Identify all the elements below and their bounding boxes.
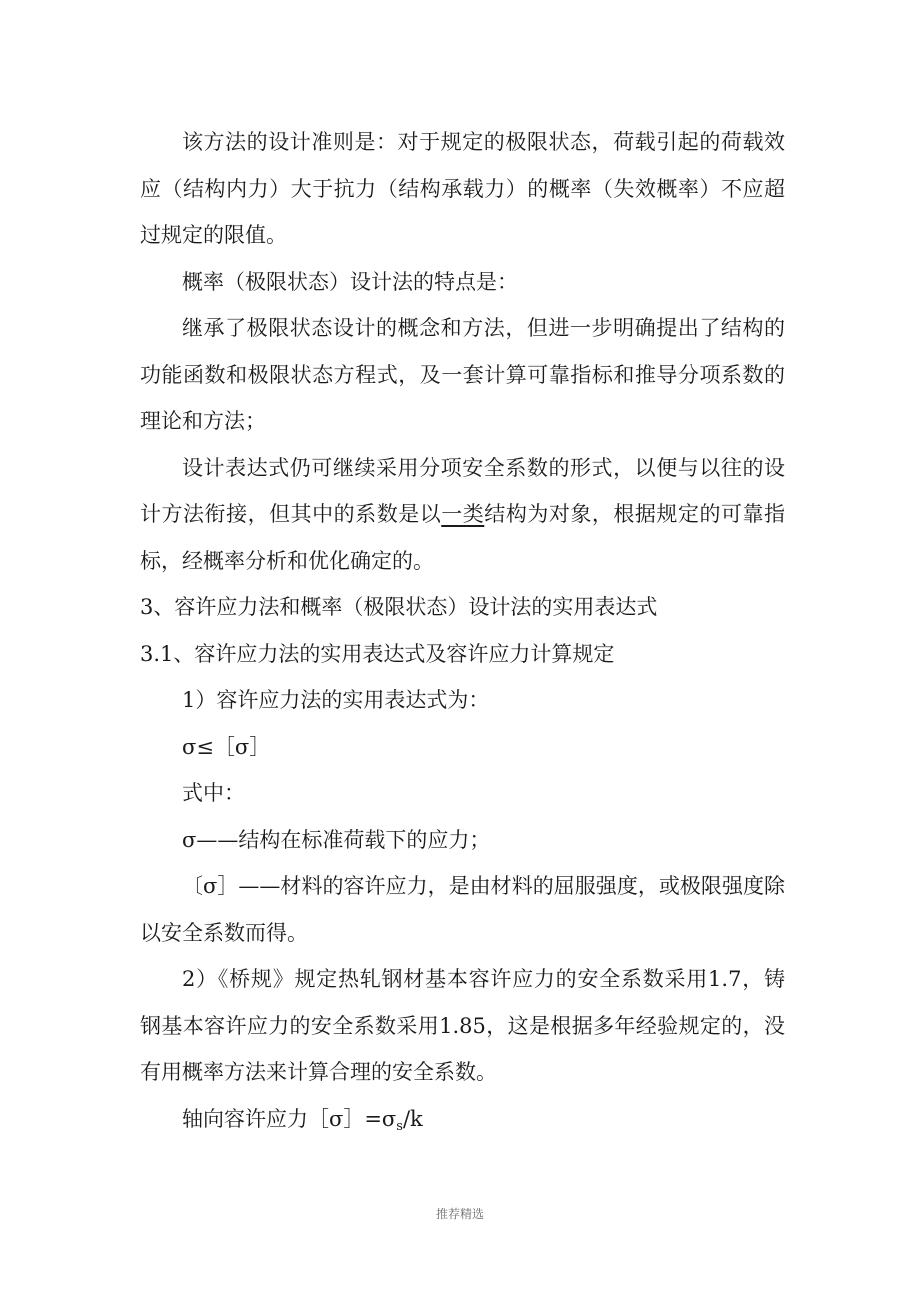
list-item-2: 2）《桥规》规定热轧钢材基本容许应力的安全系数采用1.7，铸钢基本容许应力的安全系数采用1.85，这是根据多年经验规定的，没有用概率方法来计算合理的安全系数。 — [140, 967, 785, 1084]
paragraph-feature-1: 继承了极限状态设计的概念和方法，但进一步明确提出了结构的功能函数和极限状态方程式，及一套计算可靠指标和推导分项系数的理论和方法； — [140, 316, 785, 433]
paragraph-features-intro: 概率（极限状态）设计法的特点是： — [182, 269, 518, 294]
page-footer: 推荐精选 — [435, 1207, 484, 1221]
paragraph-feature-2 — [140, 445, 785, 585]
feature-2-text-after: 结构为对象，根据规定的可靠指标，经概率分析和优化确定的。 — [140, 502, 786, 573]
section-heading-3: 3、容许应力法和概率（极限状态）设计法的实用表达式 — [140, 595, 658, 619]
formula-2-subscript: s — [396, 1118, 403, 1134]
formula-2-main: 轴向容许应力［σ］=σ — [182, 1106, 397, 1131]
document-body — [140, 119, 785, 1150]
feature-2-text-before: 设计表达式仍可继续采用分项安全系数的形式，以便与以往的设计方法衔接，但其中的系数是以 — [140, 455, 785, 526]
where-label: 式中： — [182, 781, 245, 805]
section-heading-3-1: 3.1、容许应力法的实用表达式及容许应力计算规定 — [140, 641, 615, 666]
list-item-1: 1）容许应力法的实用表达式为： — [182, 688, 490, 712]
formula-2-tail: /k — [402, 1106, 423, 1131]
formula-axial-allowable-stress — [140, 1096, 785, 1151]
formula-allowable-stress: σ≤［σ］ — [182, 734, 271, 759]
definition-sigma: σ——结构在标准荷载下的应力； — [182, 827, 491, 852]
feature-2-underlined-text: 一类 — [441, 502, 485, 526]
definition-allowable-sigma: 〔σ］——材料的容许应力，是由材料的屈服强度，或极限强度除以安全系数而得。 — [140, 874, 785, 945]
paragraph-design-criterion: 该方法的设计准则是：对于规定的极限状态，荷载引起的荷载效应（结构内力）大于抗力（结构承载力）的概率（失效概率）不应超过规定的限值。 — [140, 130, 785, 247]
